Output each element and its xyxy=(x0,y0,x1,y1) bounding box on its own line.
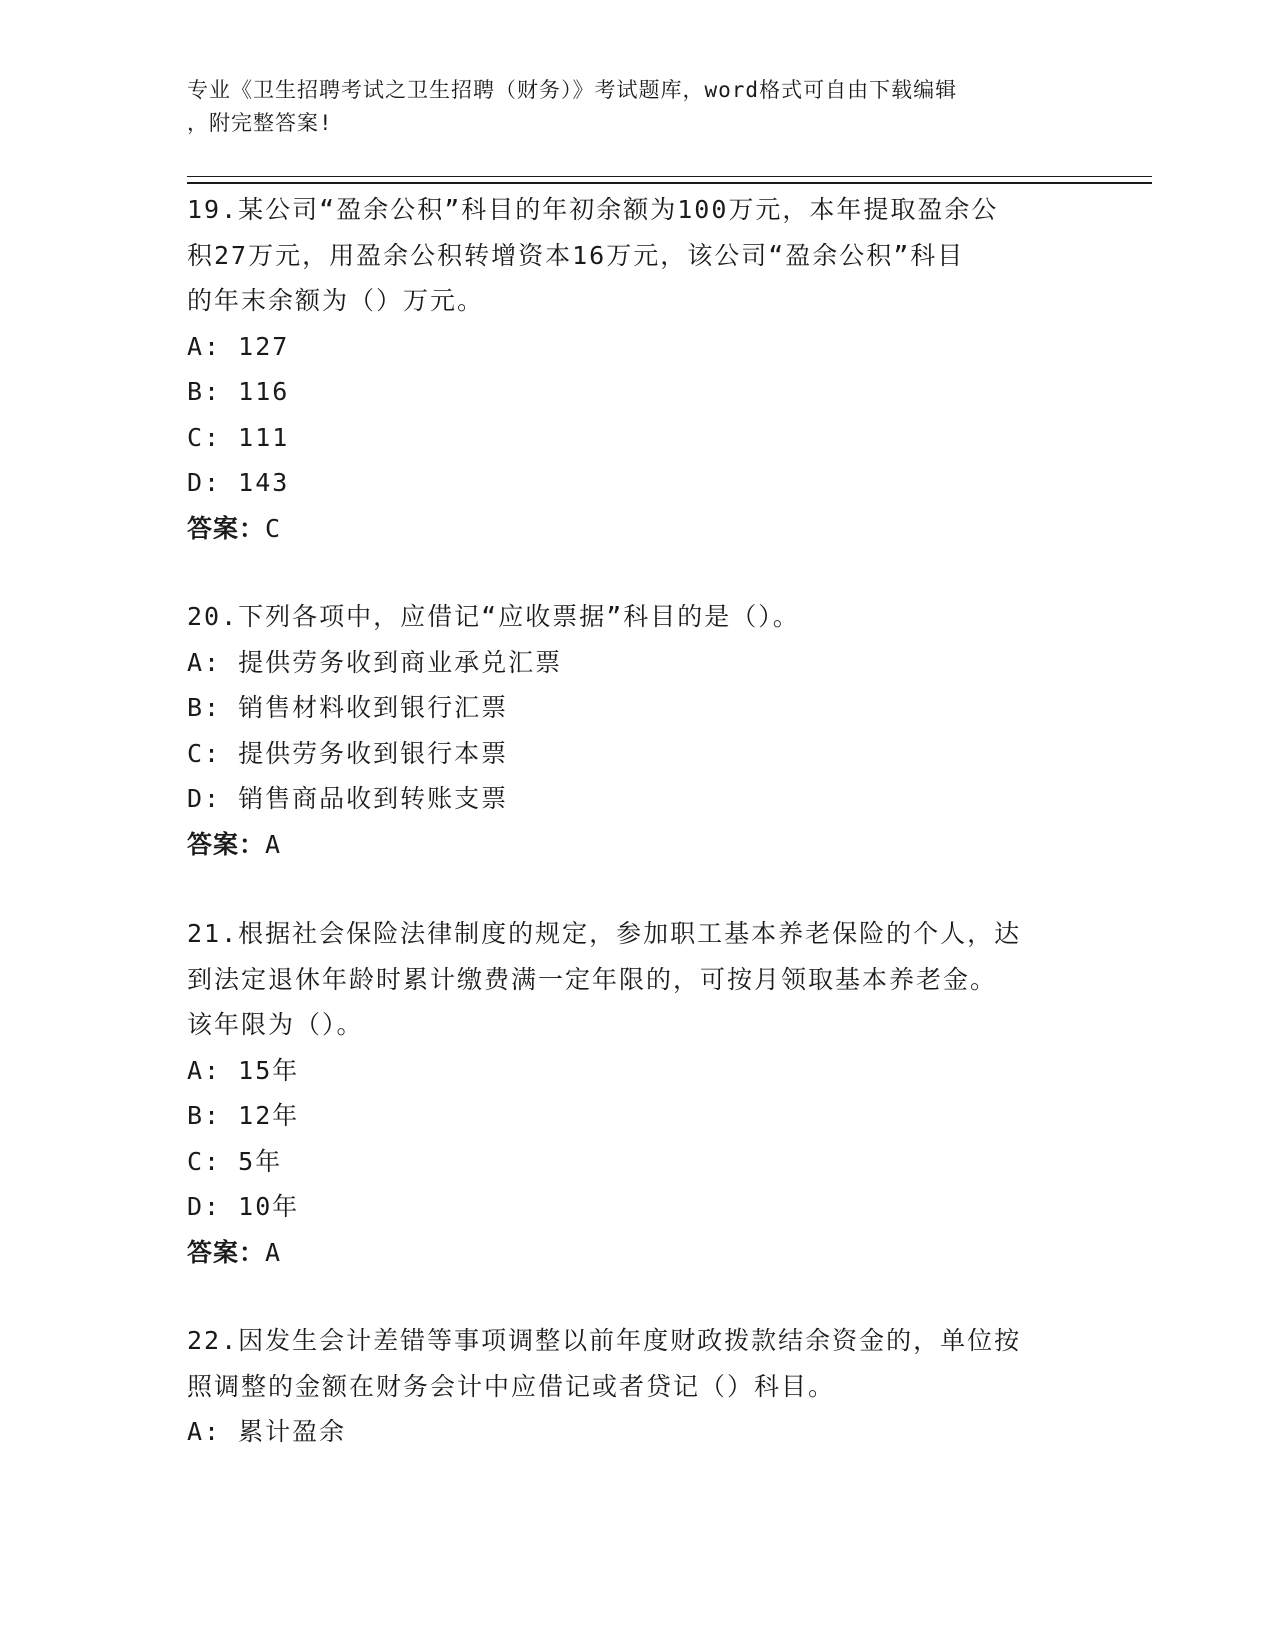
option-a: A: 15年 xyxy=(187,1055,300,1085)
question-20 xyxy=(187,594,1087,867)
question-stem-line: 该年限为（）。 xyxy=(187,1010,364,1039)
header-line-1: 专业《卫生招聘考试之卫生招聘（财务）》考试题库，word格式可自由下载编辑 xyxy=(187,78,958,102)
question-stem-line: 21.根据社会保险法律制度的规定，参加职工基本养老保险的个人，达 xyxy=(187,919,1022,948)
answer-value: A xyxy=(265,829,282,859)
question-21 xyxy=(187,911,1087,1275)
question-22 xyxy=(187,1318,1087,1455)
option-d: D: 销售商品收到转账支票 xyxy=(187,784,509,813)
header-line-2: ，附完整答案! xyxy=(187,111,333,135)
answer-label: 答案： xyxy=(187,829,266,859)
question-stem-line: 积27万元，用盈余公积转增资本16万元，该公司“盈余公积”科目 xyxy=(187,240,965,270)
option-a: A: 提供劳务收到商业承兑汇票 xyxy=(187,647,563,677)
option-c: C: 提供劳务收到银行本票 xyxy=(187,738,509,768)
answer-line xyxy=(187,506,1087,552)
answer-line xyxy=(187,1230,1087,1276)
answer-label: 答案： xyxy=(187,1237,266,1267)
question-stem-line: 20.下列各项中，应借记“应收票据”科目的是（）。 xyxy=(187,602,800,631)
option-b: B: 116 xyxy=(187,377,290,406)
question-stem-line: 19.某公司“盈余公积”科目的年初余额为100万元，本年提取盈余公 xyxy=(187,195,999,224)
option-b: B: 销售材料收到银行汇票 xyxy=(187,693,509,722)
document-header xyxy=(187,74,1067,140)
answer-value: A xyxy=(265,1237,282,1267)
answer-line xyxy=(187,822,1087,868)
header-divider-thin xyxy=(187,176,1152,177)
question-stem-line: 22.因发生会计差错等事项调整以前年度财政拨款结余资金的，单位按 xyxy=(187,1326,1022,1355)
option-c: C: 5年 xyxy=(187,1146,283,1176)
answer-value: C xyxy=(265,513,282,543)
option-a: A: 累计盈余 xyxy=(187,1417,347,1446)
answer-label: 答案： xyxy=(187,513,266,543)
question-stem-line: 到法定退休年龄时累计缴费满一定年限的，可按月领取基本养老金。 xyxy=(187,964,998,994)
option-c: C: 111 xyxy=(187,422,290,452)
question-stem-line: 照调整的金额在财务会计中应借记或者贷记（）科目。 xyxy=(187,1371,836,1401)
header-divider-thick xyxy=(187,182,1152,184)
question-stem-line: 的年末余额为（）万元。 xyxy=(187,286,485,315)
option-b: B: 12年 xyxy=(187,1101,300,1130)
option-d: D: 143 xyxy=(187,468,290,497)
option-a: A: 127 xyxy=(187,331,290,361)
question-19 xyxy=(187,187,1087,551)
option-d: D: 10年 xyxy=(187,1192,300,1221)
